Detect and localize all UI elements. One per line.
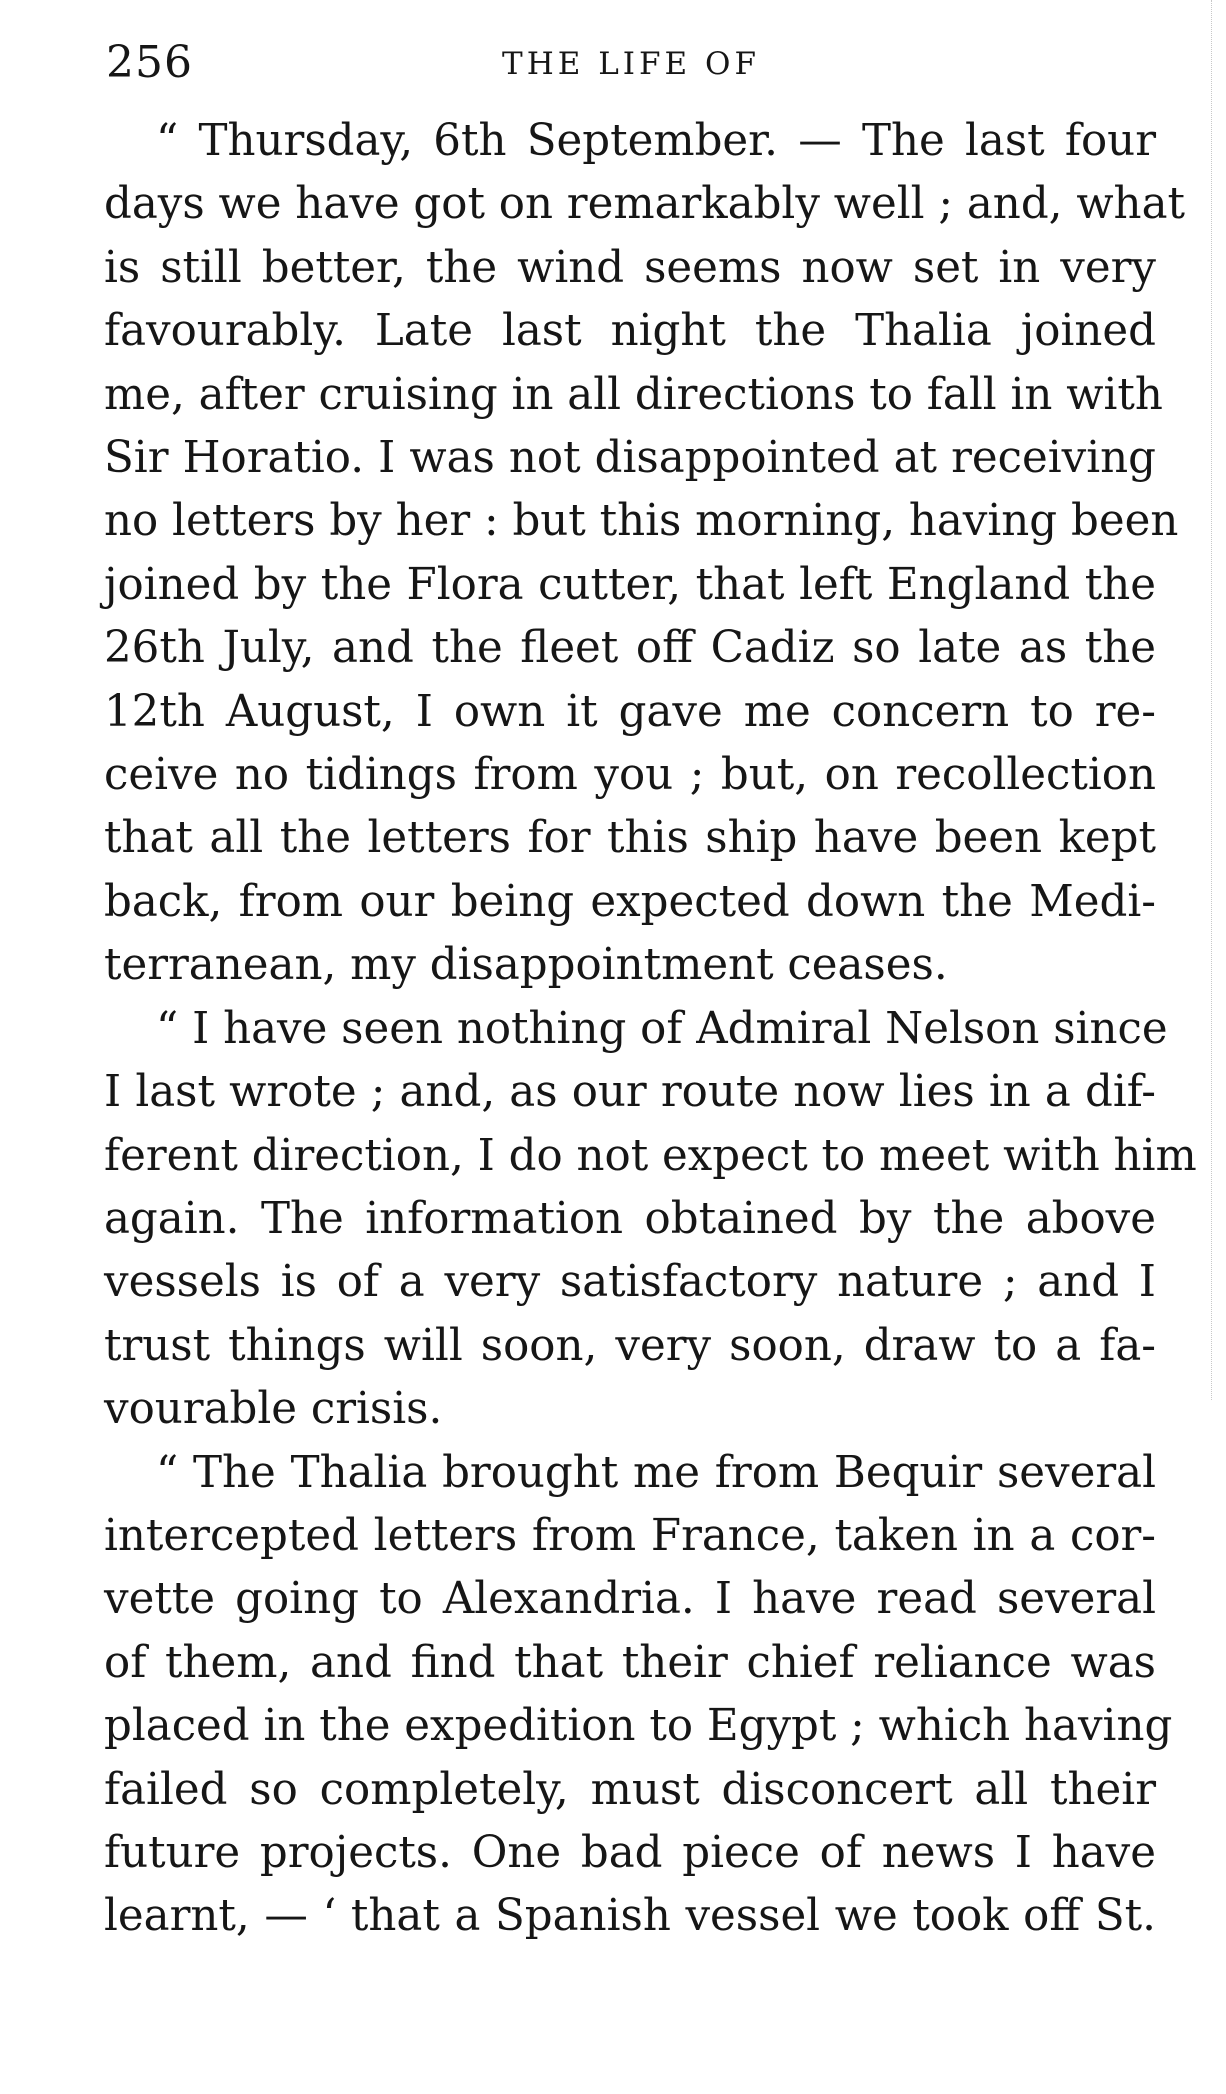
text-line: no letters by her : but this morning, having been [104, 496, 1179, 547]
page-edge-marks [1211, 0, 1226, 1400]
text-line: that all the letters for this ship have been kept [104, 813, 1156, 864]
text-line: favourably. Late last night the Thalia joined [104, 306, 1156, 357]
text-line: vessels is of a very satisfactory nature ; and I [104, 1257, 1156, 1308]
text-line: 12th August, I own it gave me concern to re- [104, 686, 1156, 737]
text-line: intercepted letters from France, taken in a cor- [104, 1510, 1156, 1561]
text-line: placed in the expedition to Egypt ; which having [104, 1701, 1173, 1752]
text-line: vette going to Alexandria. I have read several [104, 1574, 1156, 1625]
text-line: ferent direction, I do not expect to meet with him [104, 1130, 1197, 1181]
paragraph [104, 110, 1185, 998]
text-line: again. The information obtained by the above [104, 1193, 1156, 1244]
text-line: vourable crisis. [104, 1384, 443, 1435]
text-line: trust things will soon, very soon, draw to a fa- [104, 1320, 1156, 1371]
text-line: “ The Thalia brought me from Bequir several [156, 1447, 1156, 1498]
text-line: terranean, my disappointment ceases. [104, 940, 948, 991]
text-line: is still better, the wind seems now set in very [104, 242, 1156, 293]
text-line: me, after cruising in all directions to fall in with [104, 369, 1163, 420]
paragraph [104, 998, 1197, 1442]
running-head [106, 38, 1156, 88]
running-title: THE LIFE OF [502, 46, 760, 82]
text-line: 26th July, and the fleet off Cadiz so late as the [104, 623, 1156, 674]
text-line: back, from our being expected down the Medi- [104, 876, 1156, 927]
text-line: learnt, — ‘ that a Spanish vessel we took off St. [104, 1891, 1156, 1942]
text-line: “ I have seen nothing of Admiral Nelson since [156, 1003, 1168, 1054]
text-line: future projects. One bad piece of news I have [104, 1827, 1156, 1878]
text-line: ceive no tidings from you ; but, on recollection [104, 750, 1156, 801]
body-text [104, 110, 1197, 1949]
page-number: 256 [106, 37, 193, 88]
text-line: “ Thursday, 6th September. — The last four [156, 116, 1156, 166]
text-line: days we have got on remarkably well ; and, what [104, 179, 1185, 230]
text-line: I last wrote ; and, as our route now lies in a dif- [104, 1067, 1156, 1118]
text-line: of them, and find that their chief reliance was [104, 1637, 1156, 1688]
text-line: Sir Horatio. I was not disappointed at receiving [104, 433, 1156, 484]
paragraph [104, 1442, 1173, 1949]
text-line: failed so completely, must disconcert all their [104, 1764, 1156, 1815]
text-line: joined by the Flora cutter, that left England the [104, 559, 1156, 610]
